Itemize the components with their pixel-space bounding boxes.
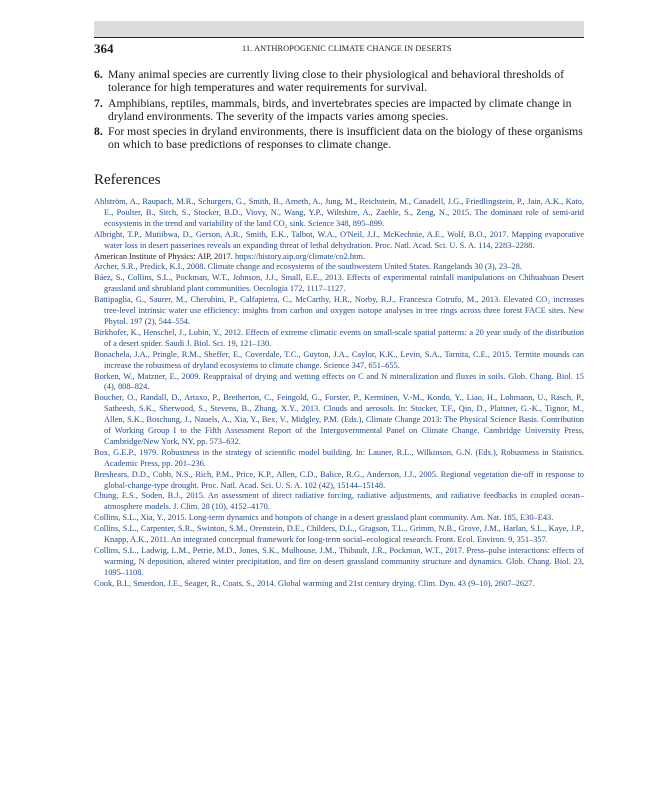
list-item-number: 6. bbox=[94, 68, 103, 81]
list-item bbox=[94, 97, 584, 124]
reference-list bbox=[94, 197, 584, 590]
list-item bbox=[94, 68, 584, 95]
reference-item[interactable]: Battipaglia, G., Saurer, M., Cherubini, P., Calfapietra, C., McCarthy, H.R., Norby, R.J., Francesca Cotrufo, M., 2013. Elevated CO₂ increases tree-level intrinsic water use efficiency: insights from carbon and oxygen isotope analyses in tree rings across three forest FACE sites. New Phytol. 197 (2), 544–554. bbox=[94, 295, 584, 326]
reference-item[interactable]: Báez, S., Collins, S.L., Pockman, W.T., Johnson, J.J., Small, E.E., 2013. Effects of experimental rainfall manipulations on Chihuahuan Desert grassland and shrubland plant communities. Oecologia 172, 1117–1127. bbox=[94, 273, 584, 294]
reference-item[interactable]: Archer, S.R., Predick, K.I., 2008. Climate change and ecosystems of the southwestern United States. Rangelands 30 (3), 23–28. bbox=[94, 262, 522, 272]
list-item-text: Amphibians, reptiles, mammals, birds, and invertebrates species are impacted by climate change in dryland environments. The severity of the impacts varies among species. bbox=[108, 96, 572, 123]
list-item-number: 7. bbox=[94, 96, 103, 110]
reference-item[interactable]: Bonachela, J.A., Pringle, R.M., Sheffer, E., Coverdale, T.C., Guyton, J.A., Caylor, K.K., Levin, S.A., Tarnita, C.E., 2015. Termite mounds can increase the robustness of dryland ecosystems to climate change. Science 347, 651–655. bbox=[94, 349, 584, 370]
reference-item[interactable]: Collins, S.L., Xia, Y., 2015. Long-term dynamics and hotspots of change in a desert grassland plant community. Am. Nat. 185, E30–E43. bbox=[94, 513, 554, 523]
reference-item[interactable]: Box, G.E.P., 1979. Robustness in the strategy of scientific model building. In: Launer, R.L., Wilkinson, G.N. (Eds.), Robustness in Statistics. Academic Press, pp. 201–236. bbox=[94, 447, 584, 468]
header-band bbox=[94, 21, 584, 37]
reference-item bbox=[94, 252, 584, 263]
summary-list bbox=[94, 68, 584, 154]
reference-url-link[interactable]: https://history.aip.org/climate/co2.htm bbox=[234, 251, 363, 261]
reference-item[interactable]: Chung, E.S., Soden, B.J., 2015. An assessment of direct radiative forcing, radiative adjustments, and radiative feedbacks in coupled ocean–atmosphere models. J. Clim. 28 (10), 4152–4170. bbox=[94, 491, 584, 512]
reference-item[interactable]: Boucher, O., Randall, D., Artaxo, P., Bretherton, C., Feingold, G., Forster, P., Kerminen, V.-M., Kondo, Y., Liao, H., Lohmann, U., Rasch, P., Satheesh, S.K., Sherwood, S., Stevens, B., Zhang, X.Y., 2013. Clouds and aerosols. In: Stocker, T.F., Qin, D., Plattner, G.-K., Tignor, M., Allen, S.K., Boschung, J., Nauels, A., Xia, Y., Bex, V., Midgley, P.M. (Eds.), Climate Change 2013: The Physical Science Basis. Contribution of Working Group I to the Fifth Assessment Report of the Intergovernmental Panel on Climate Change. Cambridge University Press, Cambridge/New York, NY, pp. 573–632. bbox=[94, 393, 584, 446]
reference-item[interactable]: Breshears, D.D., Cobb, N.S., Rich, P.M., Price, K.P., Allen, C.D., Balice, R.G., Anderson, J.J., 2005. Regional vegetation die-off in response to global-change-type drought. Proc. Natl. Acad. Sci. U. S. A. 102 (42), 15144–15148. bbox=[94, 469, 584, 490]
reference-item[interactable]: Cook, B.I., Smerdon, J.E., Seager, R., Coats, S., 2014. Global warming and 21st century drying. Clim. Dyn. 43 (9–10), 2607–2627. bbox=[94, 578, 535, 588]
page-header bbox=[94, 37, 584, 60]
list-item-text: For most species in dryland environments, there is insufficient data on the biology of these organisms on which to base predictions of responses to climate change. bbox=[108, 125, 583, 152]
references-heading: References bbox=[94, 172, 161, 188]
list-item-text: Many animal species are currently living close to their physiological and behavioral thresholds of tolerance for high temperatures and water requirements for survival. bbox=[108, 68, 565, 95]
reference-item[interactable]: Collins, S.L., Ladwig, L.M., Petrie, M.D., Jones, S.K., Mulhouse, J.M., Thibault, J.R., Pockman, W.T., 2017. Press–pulse interactions: effects of warming, N deposition, altered winter precipitation, and fire on desert grassland community structure and dynamics. Glob. Chang. Biol. 23, 1095–1108. bbox=[94, 546, 584, 577]
reference-item[interactable]: Albright, T.P., Mutiibwa, D., Gerson, A.R., Smith, E.K., Talbot, W.A., O'Neil, J.J., McKechnie, A.E., Wolf, B.O., 2017. Mapping evaporative water loss in desert passerines reveals an expanding threat of lethal dehydration. Proc. Natl. Acad. Sci. U. S. A. 114, 2283–2288. bbox=[94, 229, 584, 250]
reference-text: American Institute of Physics: AIP, 2017. bbox=[94, 251, 235, 261]
reference-item[interactable]: Collins, S.L., Carpenter, S.R., Swinton, S.M., Orenstein, D.E., Childers, D.L., Gragson, T.L., Grimm, N.B., Grove, J.M., Harlan, S.L., Kaye, J.P., Knapp, A.K., 2011. An integrated conceptual framework for long-term social–ecological research. Front. Ecol. Environ. 9, 351–357. bbox=[94, 524, 584, 545]
reference-text-end: . bbox=[362, 251, 365, 261]
reference-item[interactable]: Birkhofer, K., Henschel, J., Lubin, Y., 2012. Effects of extreme climatic events on small-scale spatial patterns: a 20 year study of the distribution of a desert spider. Saudi J. Biol. Sci. 19, 121–130. bbox=[94, 327, 584, 348]
running-head: 11. ANTHROPOGENIC CLIMATE CHANGE IN DESERTS bbox=[242, 44, 452, 53]
reference-item[interactable]: Ahlström, A., Raupach, M.R., Schurgers, G., Smith, B., Arneth, A., Jung, M., Reichstein, M., Canadell, J.G., Friedlingstein, P., Jain, A.K., Kato, E., Poulter, B., Sitch, S., Stocker, B.D., Viovy, N., Wang, Y.P., Wiltshire, A., Zaehle, S., Zeng, N., 2015. The dominant role of semi-arid ecosystems in the trend and variability of the land CO₂ sink. Science 348, 895–899. bbox=[94, 197, 584, 228]
page-number: 364 bbox=[94, 41, 114, 56]
reference-item[interactable]: Borken, W., Matzner, E., 2009. Reappraisal of drying and wetting effects on C and N mineralization and fluxes in soils. Glob. Chang. Biol. 15 (4), 808–824. bbox=[94, 371, 584, 392]
list-item bbox=[94, 125, 584, 152]
list-item-number: 8. bbox=[94, 125, 103, 139]
